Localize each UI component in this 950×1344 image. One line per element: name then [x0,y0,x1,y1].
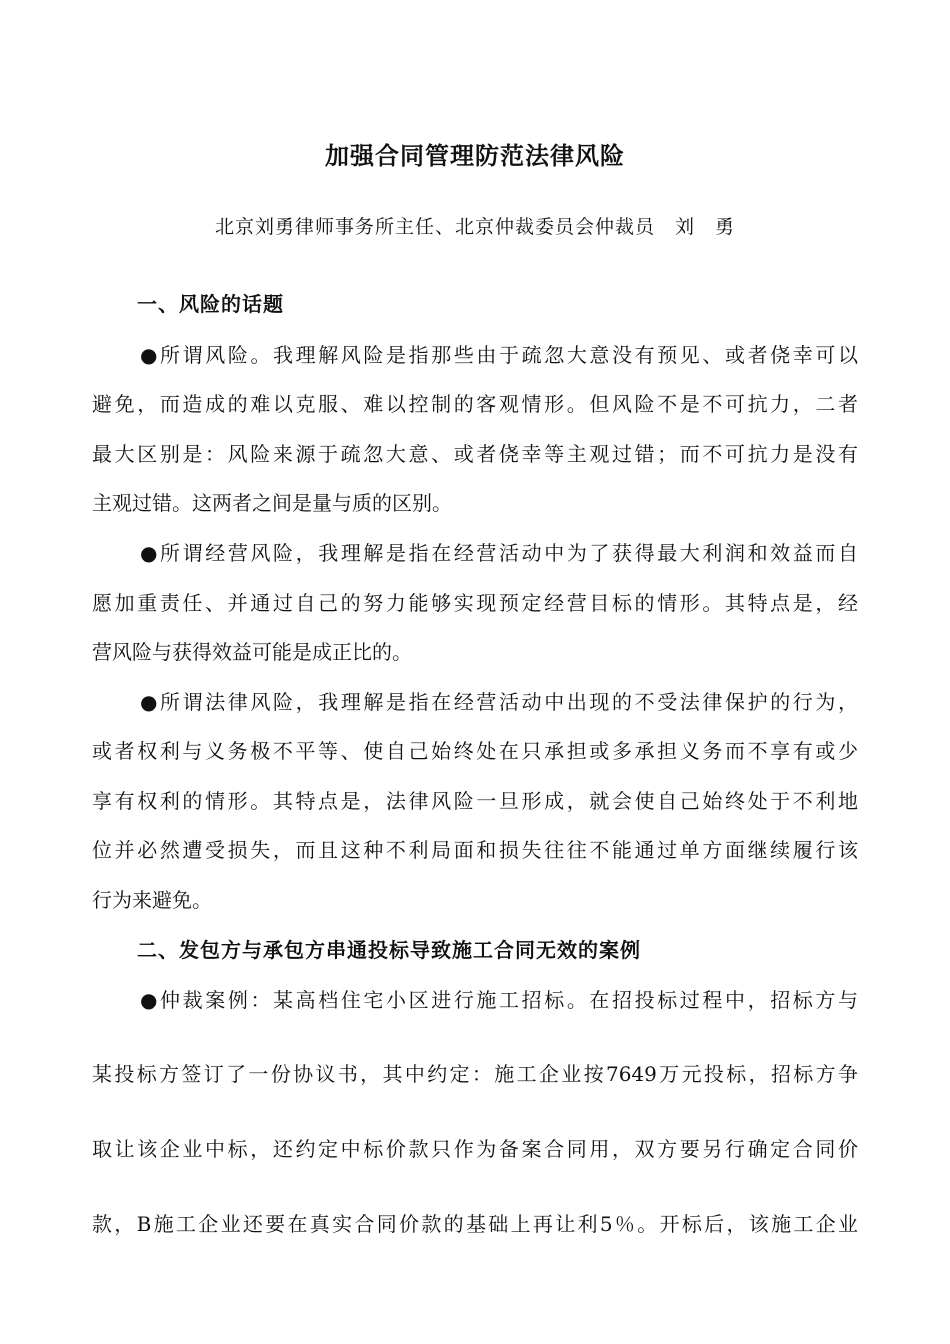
paragraph-line: 愿加重责任、并通过自己的努力能够实现预定经营目标的情形。其特点是，经 [92,591,858,615]
paragraph-line: 或者权利与义务极不平等、使自己始终处在只承担或多承担义务而不享有或少 [92,739,858,763]
paragraph-line: 避免，而造成的难以克服、难以控制的客观情形。但风险不是不可抗力，二者 [92,392,858,416]
paragraph-line: 行为来避免。 [92,888,212,912]
paragraph-line: 款，B施工企业还要在真实合同价款的基础上再让利5％。开标后，该施工企业 [92,1212,858,1236]
author-line: 北京刘勇律师事务所主任、北京仲裁委员会仲裁员 刘 勇 [214,216,735,238]
paragraph-line: ●所谓风险。我理解风险是指那些由于疏忽大意没有预见、或者侥幸可以 [140,343,858,367]
section-heading-2: 二、发包方与承包方串通投标导致施工合同无效的案例 [137,938,641,962]
paragraph-line: ●所谓经营风险，我理解是指在经营活动中为了获得最大利润和效益而自 [140,541,858,565]
paragraph-line: 享有权利的情形。其特点是，法律风险一旦形成，就会使自己始终处于不利地 [92,789,858,813]
paragraph-line: 营风险与获得效益可能是成正比的。 [92,640,412,664]
section-heading-1: 一、风险的话题 [137,292,284,316]
paragraph-line: 位并必然遭受损失，而且这种不利局面和损失往往不能通过单方面继续履行该 [92,838,858,862]
document-title: 加强合同管理防范法律风险 [325,142,625,170]
paragraph-line: ●所谓法律风险，我理解是指在经营活动中出现的不受法律保护的行为， [140,690,858,714]
paragraph-line: 某投标方签订了一份协议书，其中约定：施工企业按7649万元投标，招标方争 [92,1062,858,1086]
paragraph-line: ●仲裁案例：某高档住宅小区进行施工招标。在招投标过程中，招标方与 [140,988,858,1012]
paragraph-line: 主观过错。这两者之间是量与质的区别。 [92,491,452,515]
paragraph-line: 取让该企业中标，还约定中标价款只作为备案合同用，双方要另行确定合同价 [92,1137,858,1161]
paragraph-line: 最大区别是：风险来源于疏忽大意、或者侥幸等主观过错；而不可抗力是没有 [92,442,858,466]
